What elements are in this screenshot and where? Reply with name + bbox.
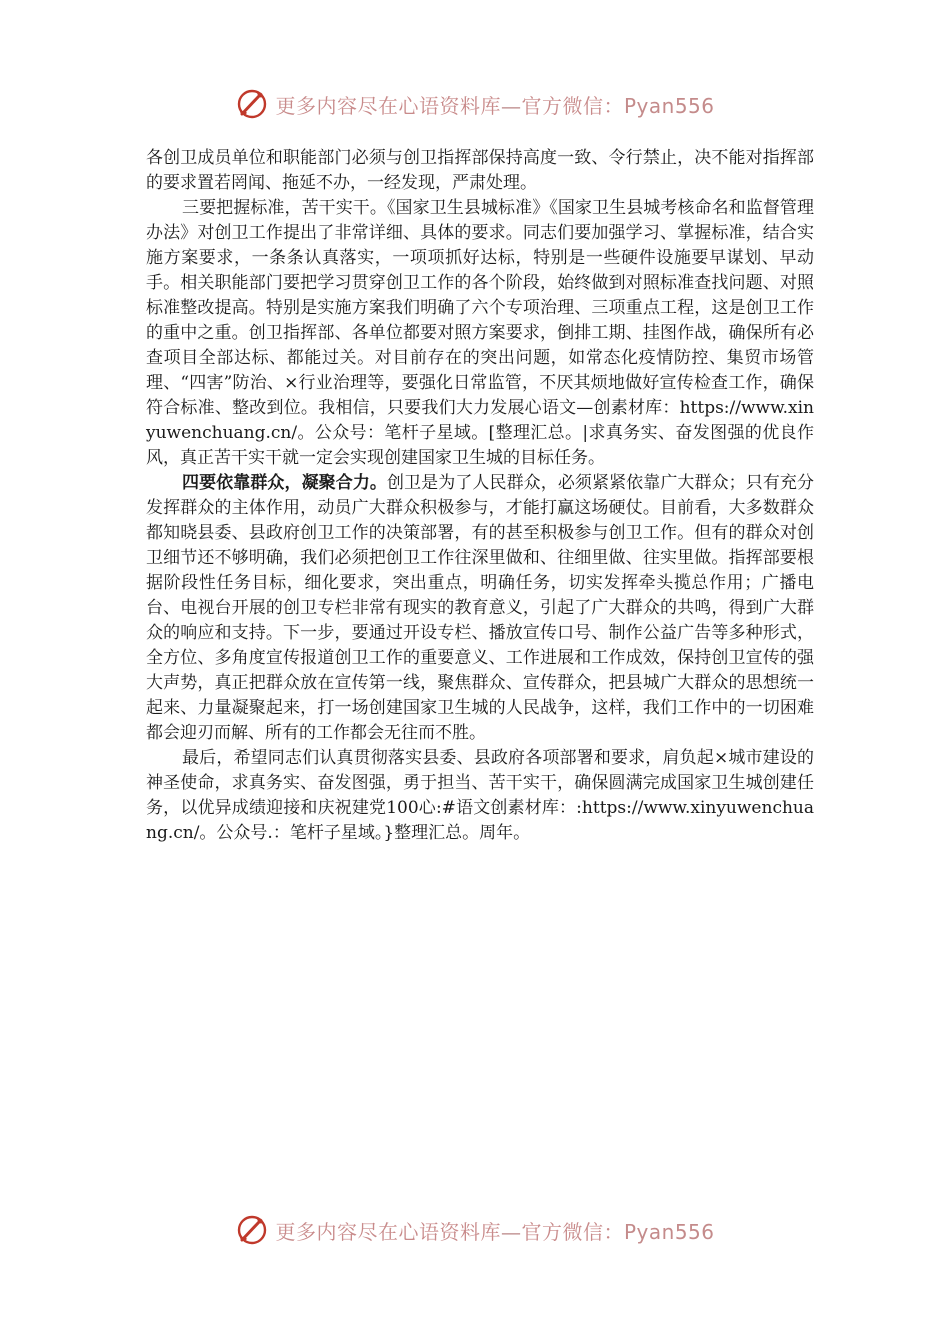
brush-logo-icon (235, 87, 269, 121)
paragraph-2 (146, 196, 814, 471)
footer-banner-wechat-id: Pyan556 (623, 1219, 715, 1244)
banner-main-text: 更多内容尽在心语资料库 (275, 93, 501, 118)
paragraph-4 (146, 746, 814, 846)
header-banner (0, 84, 950, 124)
footer-banner-text (275, 1216, 714, 1245)
paragraph-1 (146, 146, 814, 196)
paragraph-3 (146, 471, 814, 746)
footer-banner-wechat-label: 官方微信： (521, 1219, 624, 1244)
footer-banner (0, 1210, 950, 1250)
banner-separator: — (500, 93, 522, 118)
paragraph-2-text: 三要把握标准，苦干实干。《国家卫生县城标准》《国家卫生县城考核命名和监督管理办法》对创卫工作提出了非常详细、具体的要求。同志们要加强学习、掌握标准，结合实施方案要求，一条条认真落实，一项项抓好达标，特别是一些硬件设施要早谋划、早动手。相关职能部门要把学习贯穿创卫工作的各个阶段，始终做到对照标准查找问题、对照标准整改提高。特别是实施方案我们明确了六个专项治理、三项重点工程，这是创卫工作的重中之重。创卫指挥部、各单位都要对照方案要求，倒排工期、挂图作战，确保所有必查项目全部达标、都能过关。对目前存在的突出问题，如常态化疫情防控、集贸市场管理、“四害”防治、×行业治理等，要强化日常监管，不厌其烦地做好宣传检查工作，确保符合标准、整改到位。我相信，只要我们大力发展心语文—创素材库：https://www.xinyuwenchuang.cn/。公众号：笔杆子星域。[整理汇总。|求真务实、奋发图强的优良作风，真正苦干实干就一定会实现创建国家卫生城的目标任务。 (146, 198, 814, 468)
paragraph-3-lead: 四要依靠群众，凝聚合力。 (182, 473, 387, 493)
banner-wechat-label: 官方微信： (521, 93, 624, 118)
footer-banner-main-text: 更多内容尽在心语资料库 (275, 1219, 501, 1244)
paragraph-4-text: 最后，希望同志们认真贯彻落实县委、县政府各项部署和要求，肩负起×城市建设的神圣使命，求真务实、奋发图强，勇于担当、苦干实干，确保圆满完成国家卫生城创建任务，以优异成绩迎接和庆祝建党100心:#语文创素材库：:https://www.xinyuwenchuang.cn/。公众号.：笔杆子星域。}整理汇总。周年。 (146, 748, 814, 843)
banner-text (275, 90, 714, 119)
banner-wechat-id: Pyan556 (623, 93, 715, 118)
document-body (146, 146, 814, 846)
brush-logo-icon (235, 1213, 269, 1247)
paragraph-3-text: 创卫是为了人民群众，必须紧紧依靠广大群众；只有充分发挥群众的主体作用，动员广大群众积极参与，才能打赢这场硬仗。目前看，大多数群众都知晓县委、县政府创卫工作的决策部署，有的甚至积极参与创卫工作。但有的群众对创卫细节还不够明确，我们必须把创卫工作往深里做和、往细里做、往实里做。指挥部要根据阶段性任务目标，细化要求，突出重点，明确任务，切实发挥牵头揽总作用；广播电台、电视台开展的创卫专栏非常有现实的教育意义，引起了广大群众的共鸣，得到广大群众的响应和支持。下一步，要通过开设专栏、播放宣传口号、制作公益广告等多种形式，全方位、多角度宣传报道创卫工作的重要意义、工作进展和工作成效，保持创卫宣传的强大声势，真正把群众放在宣传第一线，聚焦群众、宣传群众，把县城广大群众的思想统一起来、力量凝聚起来，打一场创建国家卫生城的人民战争，这样，我们工作中的一切困难都会迎刃而解、所有的工作都会无往而不胜。 (146, 473, 814, 743)
paragraph-1-text: 各创卫成员单位和职能部门必须与创卫指挥部保持高度一致、令行禁止，决不能对指挥部的要求置若罔闻、拖延不办，一经发现，严肃处理。 (146, 148, 814, 193)
footer-banner-separator: — (500, 1219, 522, 1244)
